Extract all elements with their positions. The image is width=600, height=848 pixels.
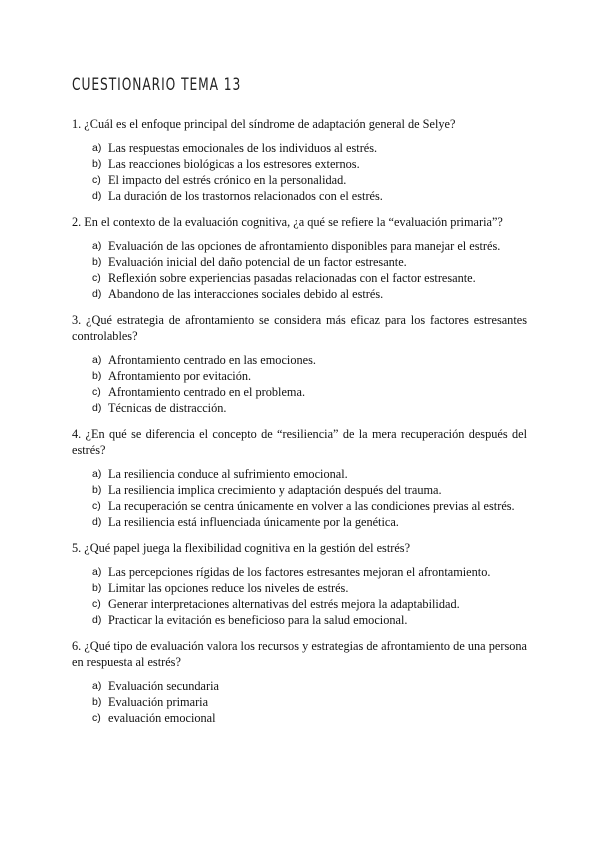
question-text: 6. ¿Qué tipo de evaluación valora los recursos y estrategias de afrontamiento de una persona en respuesta al estrés?: [72, 639, 527, 669]
option-text: La resiliencia implica crecimiento y adaptación después del trauma.: [108, 483, 442, 497]
option-letter: b): [92, 696, 102, 708]
answer-option: [72, 286, 527, 302]
option-text: La recuperación se centra únicamente en volver a las condiciones previas al estrés.: [108, 499, 515, 513]
answer-option: [72, 254, 527, 270]
answer-option: [72, 498, 527, 514]
question-2: [72, 214, 527, 302]
option-text: Afrontamiento por evitación.: [108, 369, 252, 383]
option-text: Evaluación secundaria: [108, 679, 219, 693]
question-text: 1. ¿Cuál es el enfoque principal del síndrome de adaptación general de Selye?: [72, 117, 456, 131]
option-letter: b): [92, 370, 102, 382]
option-text: Técnicas de distracción.: [108, 401, 227, 415]
option-letter: b): [92, 582, 102, 594]
option-letter: a): [92, 142, 102, 154]
option-letter: d): [92, 190, 102, 202]
option-letter: a): [92, 354, 102, 366]
option-text: La resiliencia está influenciada únicamente por la genética.: [108, 515, 399, 529]
option-list: [72, 564, 527, 628]
option-letter: a): [92, 566, 102, 578]
option-text: Abandono de las interacciones sociales debido al estrés.: [108, 287, 384, 301]
option-letter: c): [92, 712, 101, 724]
question-1: [72, 116, 527, 204]
answer-option: [72, 580, 527, 596]
answer-option: [72, 368, 527, 384]
option-text: Las percepciones rígidas de los factores estresantes mejoran el afrontamiento.: [108, 565, 491, 579]
option-text: Afrontamiento centrado en las emociones.: [108, 353, 316, 367]
answer-option: [72, 172, 527, 188]
option-letter: c): [92, 386, 101, 398]
answer-option: [72, 596, 527, 612]
option-letter: c): [92, 500, 101, 512]
option-text: Practicar la evitación es beneficioso para la salud emocional.: [108, 613, 408, 627]
answer-option: [72, 156, 527, 172]
option-text: El impacto del estrés crónico en la personalidad.: [108, 173, 347, 187]
question-text: 2. En el contexto de la evaluación cognitiva, ¿a qué se refiere la “evaluación primaria”?: [72, 215, 503, 229]
answer-option: [72, 678, 527, 694]
option-letter: d): [92, 402, 102, 414]
option-letter: a): [92, 468, 102, 480]
option-text: Reflexión sobre experiencias pasadas relacionadas con el factor estresante.: [108, 271, 476, 285]
answer-option: [72, 400, 527, 416]
answer-option: [72, 384, 527, 400]
question-6: [72, 638, 527, 726]
answer-option: [72, 514, 527, 530]
option-letter: b): [92, 158, 102, 170]
answer-option: [72, 564, 527, 580]
question-text: 3. ¿Qué estrategia de afrontamiento se considera más eficaz para los factores estresantes controlables?: [72, 313, 527, 343]
answer-option: [72, 188, 527, 204]
answer-option: [72, 482, 527, 498]
answer-option: [72, 710, 527, 726]
answer-option: [72, 694, 527, 710]
option-text: Afrontamiento centrado en el problema.: [108, 385, 306, 399]
option-letter: b): [92, 484, 102, 496]
option-letter: c): [92, 272, 101, 284]
option-text: La duración de los trastornos relacionados con el estrés.: [108, 189, 383, 203]
answer-option: [72, 612, 527, 628]
question-list: [72, 116, 527, 726]
option-text: Evaluación primaria: [108, 695, 209, 709]
option-list: [72, 466, 527, 530]
option-letter: d): [92, 288, 102, 300]
option-text: Evaluación de las opciones de afrontamiento disponibles para manejar el estrés.: [108, 239, 501, 253]
option-list: [72, 140, 527, 204]
question-5: [72, 540, 527, 628]
option-text: Evaluación inicial del daño potencial de un factor estresante.: [108, 255, 407, 269]
option-text: Las reacciones biológicas a los estresores externos.: [108, 157, 360, 171]
option-letter: c): [92, 598, 101, 610]
option-list: [72, 678, 527, 726]
answer-option: [72, 140, 527, 156]
option-text: Generar interpretaciones alternativas del estrés mejora la adaptabilidad.: [108, 597, 460, 611]
option-text: Las respuestas emocionales de los individuos al estrés.: [108, 141, 378, 155]
answer-option: [72, 352, 527, 368]
option-letter: a): [92, 240, 102, 252]
answer-option: [72, 270, 527, 286]
answer-option: [72, 238, 527, 254]
option-text: La resiliencia conduce al sufrimiento emocional.: [108, 467, 348, 481]
question-text: 5. ¿Qué papel juega la flexibilidad cognitiva en la gestión del estrés?: [72, 541, 411, 555]
page-title: CUESTIONARIO TEMA 13: [72, 75, 242, 95]
option-letter: a): [92, 680, 102, 692]
option-list: [72, 238, 527, 302]
answer-option: [72, 466, 527, 482]
option-text: Limitar las opciones reduce los niveles de estrés.: [108, 581, 349, 595]
option-letter: d): [92, 516, 102, 528]
option-letter: b): [92, 256, 102, 268]
option-letter: c): [92, 174, 101, 186]
question-text: 4. ¿En qué se diferencia el concepto de “resiliencia” de la mera recuperación después del estrés?: [72, 427, 527, 457]
option-list: [72, 352, 527, 416]
question-4: [72, 426, 527, 530]
option-text: evaluación emocional: [108, 711, 216, 725]
option-letter: d): [92, 614, 102, 626]
question-3: [72, 312, 527, 416]
